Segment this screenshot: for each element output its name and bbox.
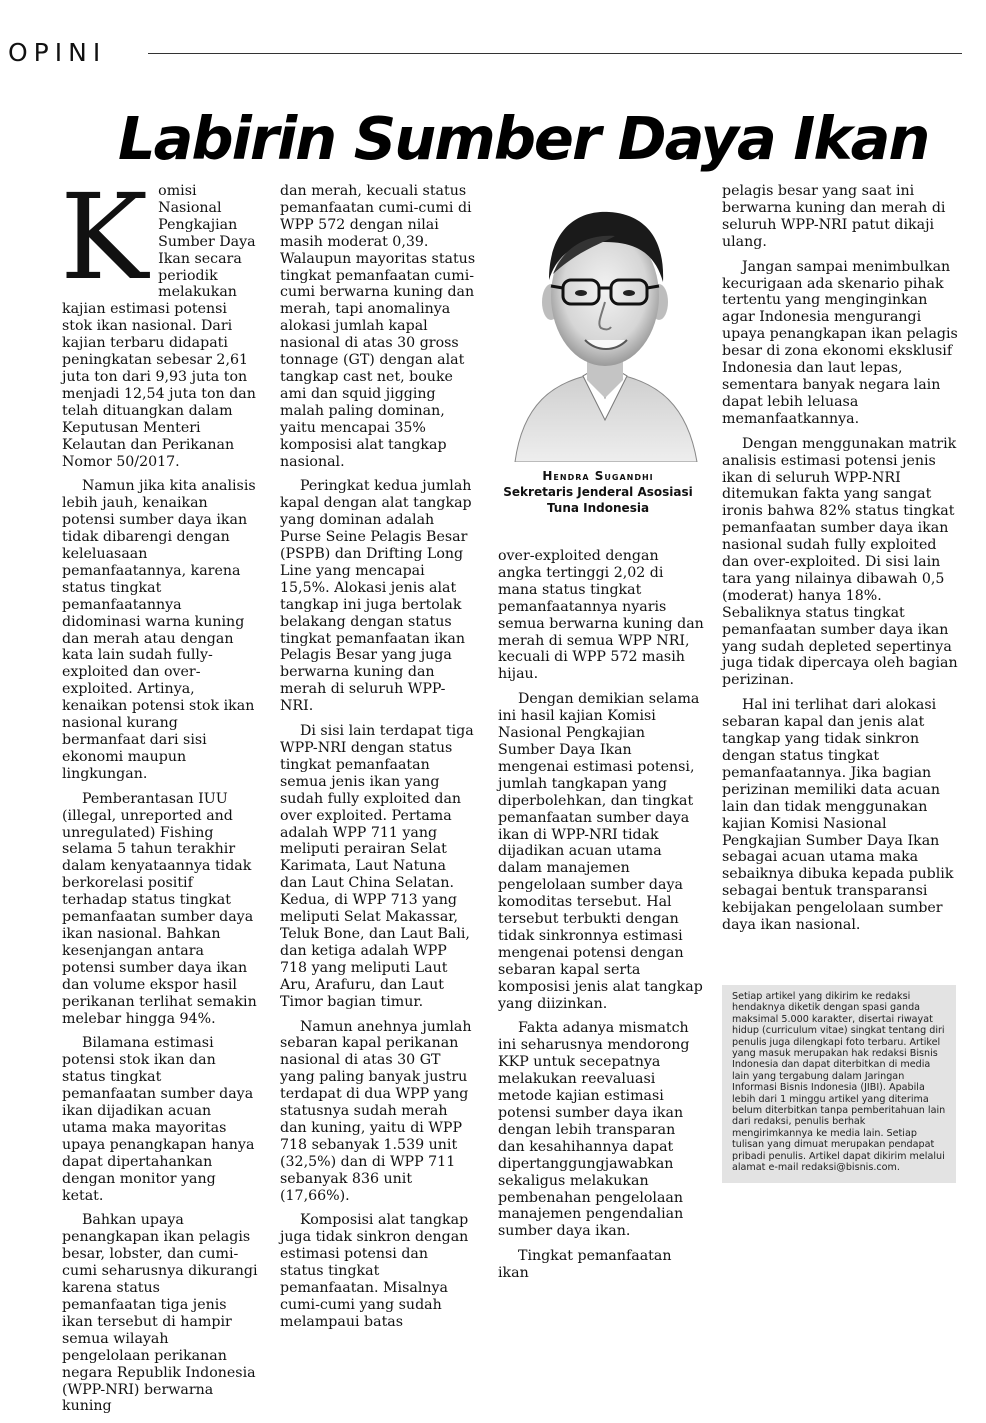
article-column-3: [498, 548, 706, 1290]
article-paragraph: Bilamana estimasi potensi stok ikan dan status tingkat pemanfaatan sumber daya ikan dijadikan acuan utama maka mayoritas upaya penangkapan hanya dapat dipertahankan dengan monitor yang ketat.: [62, 1035, 255, 1204]
submission-note: Setiap artikel yang dikirim ke redaksi hendaknya diketik dengan spasi ganda maksimal 5.000 karakter, disertai riwayat hidup (curriculum vitae) singkat tentang diri penulis juga dilengkapi foto terbaru. Artikel yang masuk merupakan hak redaksi Bisnis Indonesia dan dapat diterbitkan di media lain yang tergabung dalam Jaringan Informasi Bisnis Indonesia (JIBI). Apabila lebih dari 1 minggu artikel yang diterima belum diterbitkan tanpa pemberitahuan lain dari redaksi, penulis berhak mengirimkannya ke media lain. Setiap tulisan yang dimuat merupakan pendapat pribadi penulis. Artikel dapat dikirim melalui alamat e-mail redaksi@bisnis.com.: [732, 991, 946, 1174]
article-paragraph: Di sisi lain terdapat tiga WPP-NRI dengan status tingkat pemanfaatan semua jenis ikan yang sudah fully exploited dan over exploited. Pertama adalah WPP 711 yang meliputi perairan Selat Karimata, Laut Natuna dan Laut China Selatan. Kedua, di WPP 713 yang meliputi Selat Makassar, Teluk Bone, dan Laut Bali, dan ketiga adalah WPP 718 yang meliputi Laut Aru, Arafuru, dan Laut Timor bagian timur.: [280, 723, 474, 1010]
headline: Labirin Sumber Daya Ikan: [118, 104, 929, 173]
author-photo: [505, 184, 705, 462]
article-paragraph: Peringkat kedua jumlah kapal dengan alat tangkap yang dominan adalah Purse Seine Pelagis Besar (PSPB) dan Drifting Long Line yang mencapai 15,5%. Alokasi jenis alat tangkap ini juga bertolak belakang dengan status tingkat pemanfaatan ikan Pelagis Besar yang juga berwarna kuning dan merah di seluruh WPP-NRI.: [280, 478, 472, 715]
article-paragraph: Tingkat pemanfaatan ikan: [498, 1248, 672, 1282]
article-paragraph: over-exploited dengan angka tertinggi 2,02 di mana status tingkat pemanfaatannya nyaris semua berwarna kuning dan merah di semua WPP NRI, kecuali di WPP 572 masih hijau.: [498, 548, 704, 683]
author-name: Hendra Sugandhi: [542, 469, 654, 483]
article-column-2: [280, 183, 476, 1339]
article-column-1: [60, 168, 258, 1423]
article-paragraph: Bahkan upaya penangkapan ikan pelagis besar, lobster, dan cumi-cumi seharusnya dikurangi karena status pemanfaatan tiga jenis ikan tersebut di hampir semua wilayah pengelolaan perikanan negara Republik Indonesia (WPP-NRI) berwarna kuning: [62, 1212, 258, 1415]
author-title: Sekretaris Jenderal Asosiasi Tuna Indonesia: [503, 485, 693, 515]
article-paragraph: Dengan demikian selama ini hasil kajian Komisi Nasional Pengkajian Sumber Daya Ikan mengenai estimasi potensi, jumlah tangkapan yang diperbolehkan, dan tingkat pemanfaatan sumber daya ikan di WPP-NRI tidak dijadikan acuan utama dalam manajemen pengelolaan sumber daya komoditas tersebut. Hal tersebut terbukti dengan tidak sinkronnya estimasi mengenai potensi dengan sebaran kapal serta komposisi jenis alat tangkap yang diizinkan.: [498, 691, 703, 1012]
article-paragraph: Pemberantasan IUU (illegal, unreported and unregulated) Fishing selama 5 tahun terakhir dalam kenyataannya tidak berkorelasi positif terhadap status tingkat pemanfaatan sumber daya ikan nasional. Bahkan kesenjangan antara potensi sumber daya ikan dan volume ekspor hasil perikanan terlihat semakin melebar hingga 94%.: [62, 790, 257, 1027]
article-paragraph: Namun anehnya jumlah sebaran kapal perikanan nasional di atas 30 GT yang paling banyak justru terdapat di dua WPP yang statusnya sudah merah dan kuning, yaitu di WPP 718 sebanyak 1.539 unit (32,5%) dan di WPP 711 sebanyak 836 unit (17,66%).: [280, 1018, 472, 1204]
drop-cap: K: [60, 168, 149, 306]
article-paragraph: Dengan menggunakan matrik analisis estimasi potensi jenis ikan di seluruh WPP-NRI ditemukan fakta yang sangat ironis bahwa 82% status tingkat pemanfaatan sumber daya ikan nasional sudah fully exploited dan over-exploited. Di sisi lain tara yang nilainya dibawah 0,5 (moderat) hanya 18%. Sebaliknya status tingkat pemanfaatan sumber daya ikan yang sudah depleted sepertinya juga tidak dipercaya oleh bagian perizinan.: [722, 435, 958, 689]
article-paragraph: Namun jika kita analisis lebih jauh, kenaikan potensi sumber daya ikan tidak dibarengi dengan keleluasaan pemanfaatannya, karena status tingkat pemanfaatannya didominasi warna kuning dan merah atau dengan kata lain sudah fully-exploited dan over-exploited. Artinya, kenaikan potensi stok ikan nasional kurang bermanfaat dari sisi ekonomi maupun lingkungan.: [62, 478, 256, 782]
article-paragraph: Komisi Nasional Pengkajian Sumber Daya Ikan secara periodik melakukan kajian estimasi potensi stok ikan nasional. Dari kajian terbaru didapati peningkatan sebesar 2,61 juta ton dari 9,93 juta ton menjadi 12,54 juta ton dan telah dituangkan dalam Keputusan Menteri Kelautan dan Perikanan Nomor 50/2017.: [60, 168, 256, 470]
section-label: OPINI: [8, 38, 107, 67]
article-paragraph: Jangan sampai menimbulkan kecurigaan ada skenario pihak tertentu yang menginginkan agar Indonesia mengurangi upaya penangkapan ikan pelagis besar di zona ekonomi eksklusif Indonesia dan laut lepas, sementara banyak negara lain dapat lebih leluasa memanfaatkannya.: [722, 258, 958, 427]
article-column-4: [722, 183, 958, 942]
section-divider: [148, 53, 962, 54]
article-paragraph: Hal ini terlihat dari alokasi sebaran kapal dan jenis alat tangkap yang tidak sinkron dengan status tingkat pemanfaatannya. Jika bagian perizinan memiliki data acuan lain dan tidak menggunakan kajian Komisi Nasional Pengkajian Sumber Daya Ikan sebagai acuan utama maka sebaiknya dibuka kepada publik sebagai bentuk transparansi kebijakan pengelolaan sumber daya ikan nasional.: [722, 697, 954, 934]
submission-note-box: [722, 985, 956, 1183]
article-paragraph: Fakta adanya mismatch ini seharusnya mendorong KKP untuk secepatnya melakukan reevaluasi metode kajian estimasi potensi sumber daya ikan dengan lebih transparan dan kesahihannya dapat dipertanggungjawabkan sekaligus melakukan pembenahan pengelolaan manajemen pengendalian sumber daya ikan.: [498, 1020, 690, 1240]
article-paragraph: pelagis besar yang saat ini berwarna kuning dan merah di seluruh WPP-NRI patut dikaji ulang.: [722, 183, 946, 250]
author-caption: [498, 468, 698, 516]
article-paragraph: Komposisi alat tangkap juga tidak sinkron dengan estimasi potensi dan status tingkat pemanfaatan. Misalnya cumi-cumi yang sudah melampaui batas: [280, 1212, 469, 1330]
article-paragraph: dan merah, kecuali status pemanfaatan cumi-cumi di WPP 572 dengan nilai masih moderat 0,39. Walaupun mayoritas status tingkat pemanfaatan cumi-cumi berwarna kuning dan merah, tapi anomalinya alokasi jumlah kapal nasional di atas 30 gross tonnage (GT) dengan alat tangkap cast net, bouke ami dan squid jigging malah paling dominan, yaitu mencapai 35% komposisi alat tangkap nasional.: [280, 183, 476, 470]
